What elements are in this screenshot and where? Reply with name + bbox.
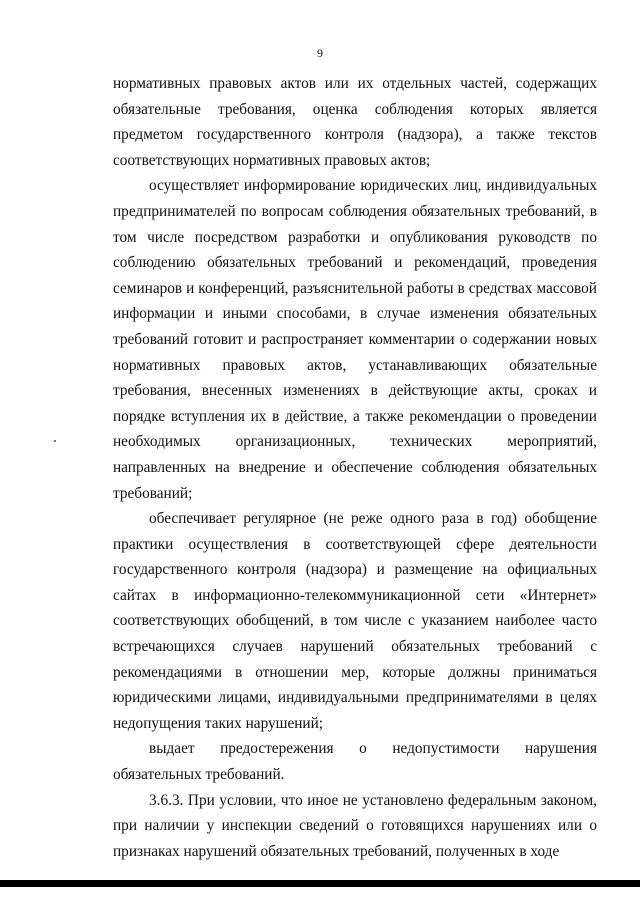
- paragraph-section-3-6-3: 3.6.3. При условии, что иное не установлено федеральным законом, при наличии у инспекции сведений о готовящихся нарушениях или о признаках нарушений обязательных требований, полученных в ходе: [113, 791, 597, 860]
- paragraph-informing: осуществляет информирование юридических лиц, индивидуальных предпринимателей по вопросам соблюдения обязательных требований, в том числе посредством разработки и опубликования руководств по соблюдению обязательных требований и рекомендаций, проведения семинаров и конференций, разъяснительной работы в средствах массовой информации и иными способами, в случае изменения обязательных требований готовит и распространяет комментарии о содержании новых нормативных правовых актов, устанавливающих обязательные требования, внесенных изменениях в действующие акты, сроках и порядке вступления их в действие, а также рекомендации о проведении необходимых организационных, технических мероприятий, направленных на внедрение и обеспечение соблюдения обязательных требований;: [113, 177, 597, 502]
- paragraph-warnings: выдает предостережения о недопустимости нарушения обязательных требований.: [113, 740, 597, 784]
- scan-artifact-dot: [54, 440, 56, 442]
- scan-bottom-bar: [0, 880, 640, 887]
- body-text: [113, 71, 597, 864]
- paragraph-continuation: нормативных правовых актов или их отдельных частей, содержащих обязательные требования, оценка соблюдения которых является предметом государственного контроля (надзора), а также текстов соответствующих нормативных правовых актов;: [113, 75, 597, 169]
- page-number: 9: [317, 46, 323, 60]
- paragraph-generalization: обеспечивает регулярное (не реже одного раза в год) обобщение практики осуществления в соответствующей сфере деятельности государственного контроля (надзора) и размещение на официальных сайтах в информационно-телекоммуникационной сети «Интернет» соответствующих обобщений, в том числе с указанием наиболее часто встречающихся случаев нарушений обязательных требований с рекомендациями в отношении мер, которые должны приниматься юридическими лицами, индивидуальными предпринимателями в целях недопущения таких нарушений;: [113, 510, 597, 732]
